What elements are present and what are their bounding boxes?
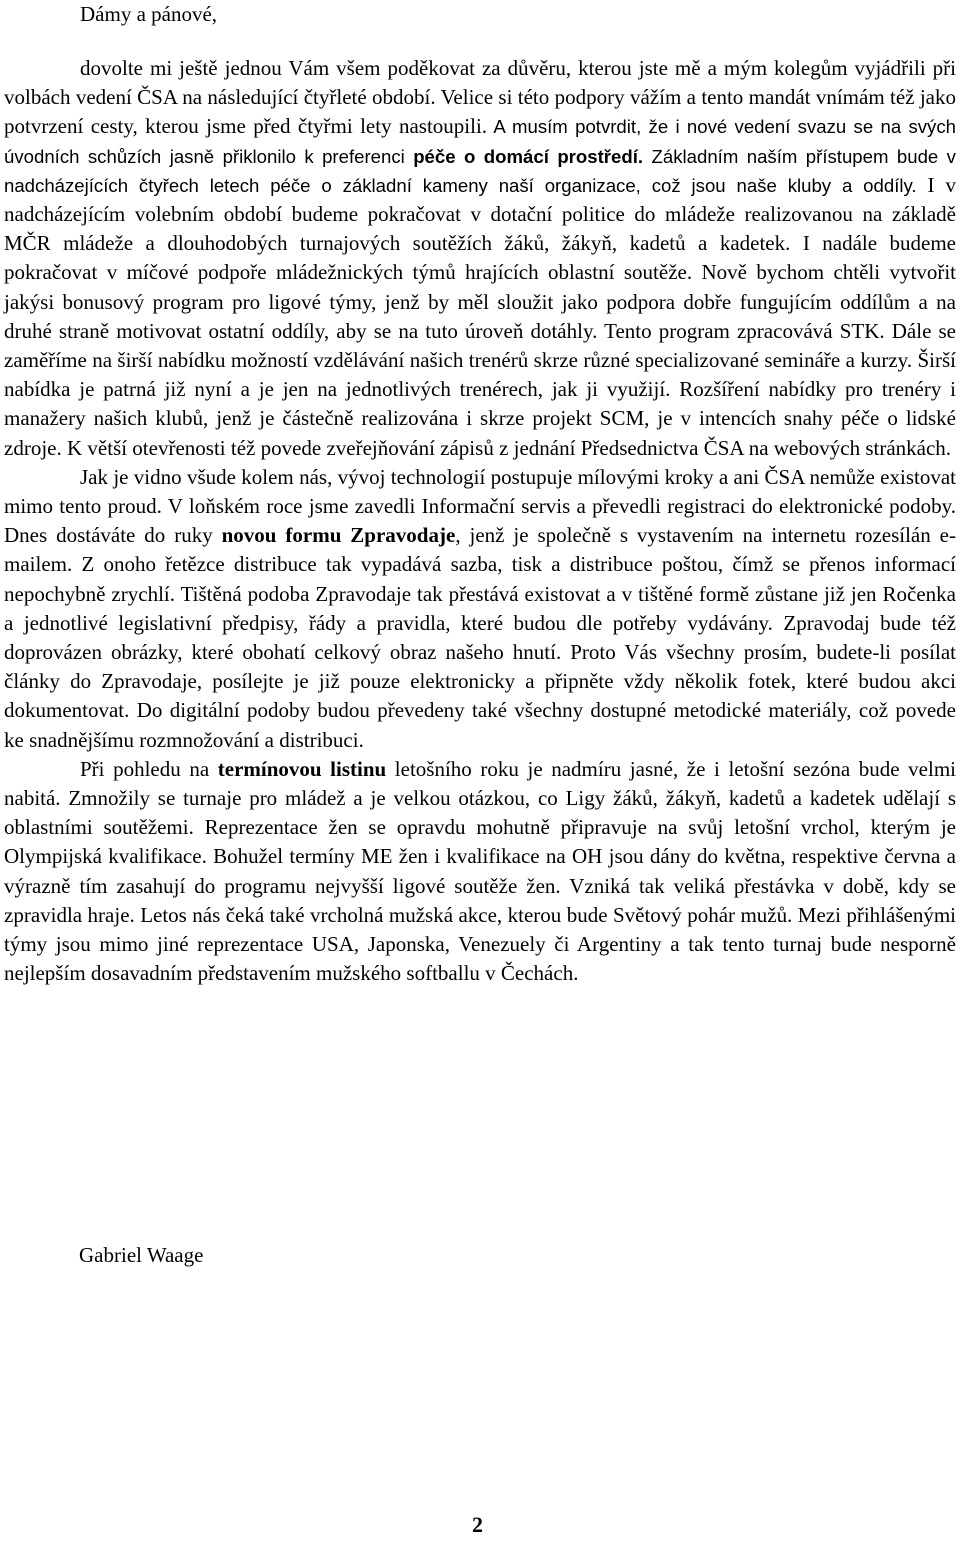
- paragraph-2-text-end: , jenž je společně s vystavením na internetu rozesílán e-mailem. Z onoho řetězce distribuce tak vypadává sazba, tisk a distribuce poštou, čímž se přenos informací nepochybně zrychlí. Tištěná podoba Zpravodaje tak přestává existovat a v tištěné formě zůstane již jen Ročenka a jednotlivé legislativní předpisy, řády a pravidla, které budou dle potřeby vydávány. Zpravodaj bude též doprovázen obrázky, které obohatí celkový obraz našeho hnutí. Proto Vás všechny prosím, budete-li posílat články do Zpravodaje, posílejte je již pouze elektronicky a připněte vždy několik fotek, které budou akci dokumentovat. Do digitální podoby budou převedeny také všechny dostupné metodické materiály, což povede ke snadnějšímu rozmnožování a distribuci.: [4, 523, 956, 752]
- paragraph-1-sentence-2: A musím potvrdit, že i nové vedení svazu se na svých úvodních schůzích jasně přiklonilo k preferenci: [4, 116, 956, 167]
- paragraph-2-text-start: Jak je vidno všude kolem nás, vývoj technologií postupuje mílovými kroky a ani ČSA nemůže existovat mimo tento proud. V loňském roce jsme zavedli Informační servis a převedli registraci do elektronické podoby. Dnes dostáváte do ruky: [4, 464, 956, 548]
- emphasis-period: .: [637, 145, 644, 167]
- paragraph-1-text: dovolte mi ještě jednou Vám všem poděkovat za důvěru, kterou jste mě a mým kolegům vyjádřili při volbách vedení ČSA na následující čtyřleté období. Velice si této podpory vážím a tento mandát vnímám též jako potvrzení cesty, kterou jsme před čtyřmi lety nastoupili.: [4, 56, 956, 139]
- emphasis-schedule: termínovou listinu: [217, 756, 387, 781]
- paragraph-3: [4, 755, 956, 989]
- page-number: 2: [472, 1512, 483, 1537]
- letter-body: [4, 54, 956, 989]
- paragraph-1: [4, 54, 956, 463]
- paragraph-2: [4, 463, 956, 755]
- greeting: Dámy a pánové,: [80, 2, 218, 26]
- emphasis-new-form: novou formu Zpravodaje: [221, 523, 456, 548]
- paragraph-1-sentence-3: Základním naším přístupem bude v nadcházejících čtyřech letech péče o základní kameny naší organizace, což jsou naše kluby a oddíly.: [4, 145, 956, 196]
- paragraph-3-text-start: Při pohledu na: [80, 756, 218, 781]
- paragraph-3-text-end: letošního roku je nadmíru jasné, že i letošní sezóna bude velmi nabitá. Zmnožily se turnaje pro mládež a je velkou otázkou, co Ligy žáků, žákyň, kadetů a kadetek udělají s oblastními soutěžemi. Reprezentace žen se opravdu mohutně připravuje na svůj letošní vrchol, kterým je Olympijská kvalifikace. Bohužel termíny ME žen i kvalifikace na OH jsou dány do května, respektive června a výrazně tím zasahují do programu nejvyšší ligové soutěže žen. Vzniká tak veliká přestávka v době, kdy se zpravidla hraje. Letos nás čeká také vrcholná mužská akce, kterou bude Světový pohár mužů. Mezi přihlášenými týmy jsou mimo jiné reprezentace USA, Japonska, Venezuely či Argentiny a tak tento turnaj bude nesporně nejlepším dosavadním představením mužského softballu v Čechách.: [4, 756, 957, 986]
- paragraph-1-sentence-4: I v nadcházejícím volebním období budeme pokračovat v dotační politice do mládeže realizovanou na základě MČR mládeže a dlouhodobých turnajových soutěžích žáků, žákyň, kadetů a kadetek. I nadále budeme pokračovat v míčové podpoře mládežnických týmů hrajících oblastní soutěže. Nově bychom chtěli vytvořit jakýsi bonusový program pro ligové týmy, jenž by měl sloužit jako podpora dobře fungujícím oddílům a na druhé straně motivovat ostatní oddíly, aby se na tuto úroveň dotáhly. Tento program zpracovává STK. Dále se zaměříme na širší nabídku možností vzdělávání našich trenérů skrze různé specializované semináře a kurzy. Širší nabídka je patrná již nyní a je jen na jednotlivých trenérech, jak ji využijí. Rozšíření nabídky pro trenéry i manažery našich klubů, jenž je částečně realizována i skrze projekt SCM, je v intencích snahy péče o lidské zdroje. K větší otevřenosti též povede zveřejňování zápisů z jednání Předsednictva ČSA na webových stránkách.: [4, 172, 956, 460]
- emphasis-home-care: péče o domácí prostředí: [413, 145, 638, 167]
- signature: Gabriel Waage: [79, 1243, 204, 1267]
